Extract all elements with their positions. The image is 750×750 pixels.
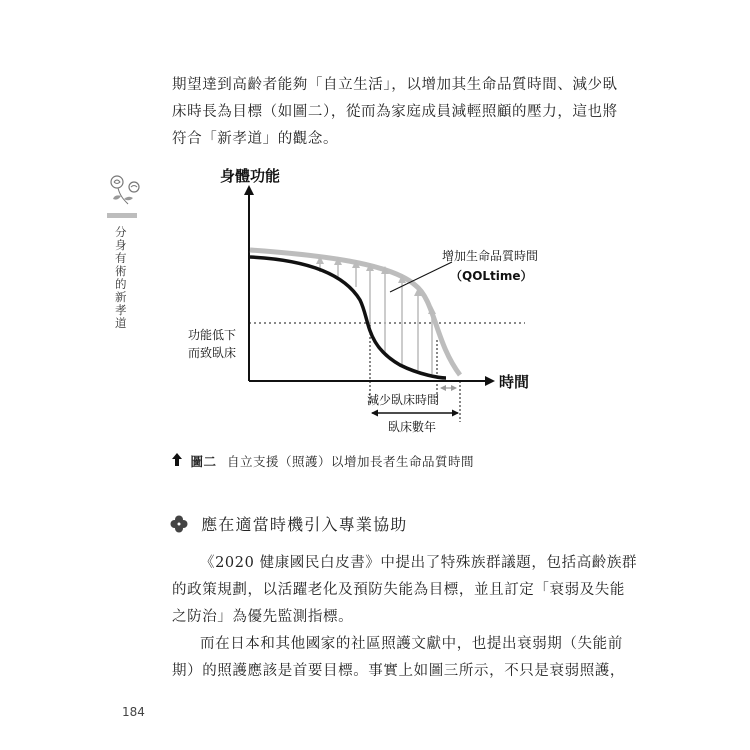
- clover-icon: [170, 515, 188, 533]
- figure-chart: [150, 160, 570, 445]
- body-paragraph-1: [172, 550, 637, 631]
- section-heading-row: [170, 512, 408, 535]
- caption-prefix: 圖二: [190, 454, 217, 469]
- qol-curve: [250, 250, 460, 375]
- y-axis-label: 身體功能: [220, 167, 281, 185]
- intro-paragraph: [172, 72, 618, 153]
- up-arrow-icon: [172, 453, 182, 469]
- body-paragraph-2: [172, 631, 625, 685]
- body-line: 的政策規劃，以活躍老化及預防失能為目標，並且訂定「衰弱及失能: [172, 582, 625, 598]
- intro-line: 符合「新孝道」的觀念。: [172, 131, 339, 147]
- annotation-label-1: 增加生命品質時間: [442, 249, 539, 263]
- page-number: 184: [122, 705, 145, 719]
- x-axis-label: 時間: [499, 373, 530, 391]
- rose-ornament-icon: [106, 172, 142, 208]
- caption-text: 自立支援（照護）以增加長者生命品質時間: [226, 454, 474, 469]
- section-heading: 應在適當時機引入專業協助: [201, 515, 408, 534]
- years-bedridden-label: 臥床數年: [388, 420, 437, 434]
- body-line: 而在日本和其他國家的社區照護文獻中，也提出衰弱期（失能前: [200, 636, 623, 652]
- vertical-book-title: 分身有術的新孝道: [115, 225, 127, 330]
- threshold-label-2: 而致臥床: [188, 346, 237, 360]
- threshold-label-1: 功能低下: [188, 328, 237, 342]
- figure-caption: [172, 452, 474, 470]
- body-line: 《2020 健康國民白皮書》中提出了特殊族群議題，包括高齡族群: [200, 555, 638, 571]
- annotation-label-2: （QOLtime）: [450, 269, 533, 283]
- intro-line: 床時長為目標（如圖二），從而為家庭成員減輕照顧的壓力，這也將: [172, 104, 618, 120]
- sidebar-bar: [107, 213, 137, 218]
- baseline-curve: [250, 257, 446, 378]
- intro-line: 期望達到高齡者能夠「自立生活」，以增加其生命品質時間、減少臥: [172, 77, 618, 93]
- body-line: 期）的照護應該是首要目標。事實上如圖三所示，不只是衰弱照護，: [172, 663, 625, 679]
- reduce-bedridden-label: 減少臥床時間: [367, 393, 440, 407]
- body-line: 之防治」為優先監測指標。: [172, 609, 354, 625]
